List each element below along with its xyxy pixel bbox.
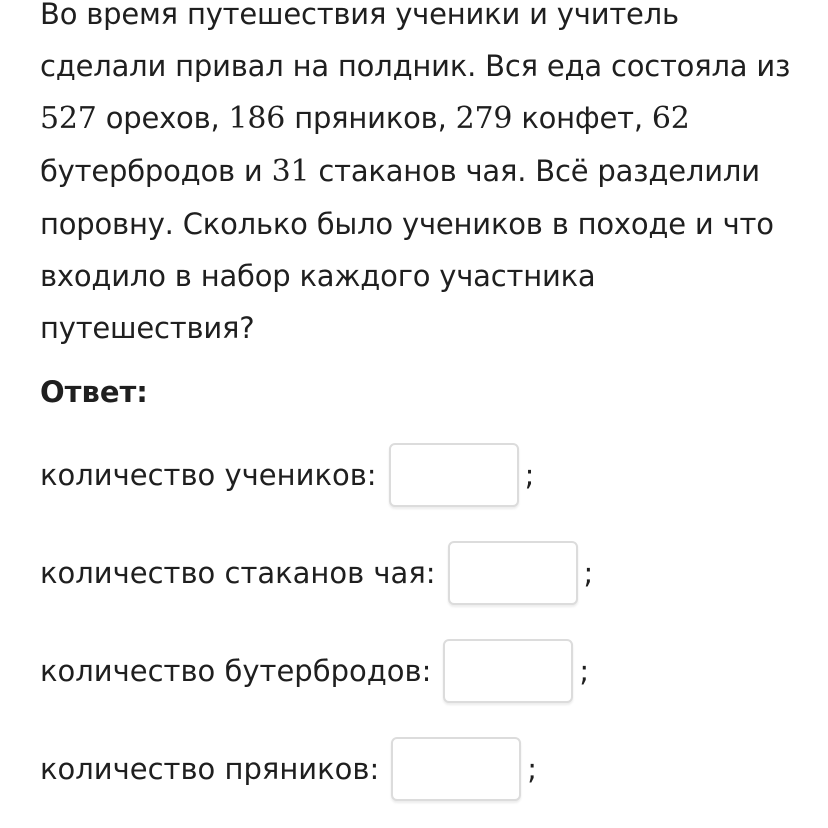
gingerbread-input[interactable] bbox=[391, 737, 521, 801]
separator: ; bbox=[579, 654, 590, 688]
problem-text-part: пряников, bbox=[285, 101, 456, 135]
answer-row-sandwiches bbox=[40, 639, 589, 703]
tea-label: количество стаканов чая: bbox=[40, 556, 436, 590]
students-label: количество учеников: bbox=[40, 458, 377, 492]
problem-text-part: бутербродов и bbox=[40, 154, 272, 188]
gingerbread-count: 186 bbox=[228, 101, 286, 136]
sandwiches-label: количество бутербродов: bbox=[40, 654, 432, 688]
sandwiches-count: 62 bbox=[651, 101, 690, 136]
answer-row-tea bbox=[40, 541, 593, 605]
problem-text-part: конфет, bbox=[512, 101, 652, 135]
problem-text-part: орехов, bbox=[96, 101, 229, 135]
answer-row-gingerbread bbox=[40, 737, 537, 801]
answer-heading: Ответ: bbox=[40, 375, 148, 409]
separator: ; bbox=[524, 458, 535, 492]
gingerbread-label: количество пряников: bbox=[40, 752, 380, 786]
problem-text-part: стаканов чая. Всё разделили поровну. Сколько было учеников в походе и что входило в набор каждого участника путешествия? bbox=[40, 154, 774, 345]
problem-text-part: Во время путешествия ученики и учитель сделали привал на полдник. Вся еда состояла из bbox=[40, 0, 791, 83]
students-input[interactable] bbox=[389, 443, 519, 507]
tea-count: 31 bbox=[271, 154, 310, 189]
tea-input[interactable] bbox=[448, 541, 578, 605]
sandwiches-input[interactable] bbox=[443, 639, 573, 703]
nuts-count: 527 bbox=[40, 101, 97, 136]
separator: ; bbox=[527, 752, 538, 786]
problem-text bbox=[40, 0, 800, 354]
separator: ; bbox=[583, 556, 594, 590]
candies-count: 279 bbox=[455, 101, 513, 136]
answer-row-students bbox=[40, 443, 534, 507]
